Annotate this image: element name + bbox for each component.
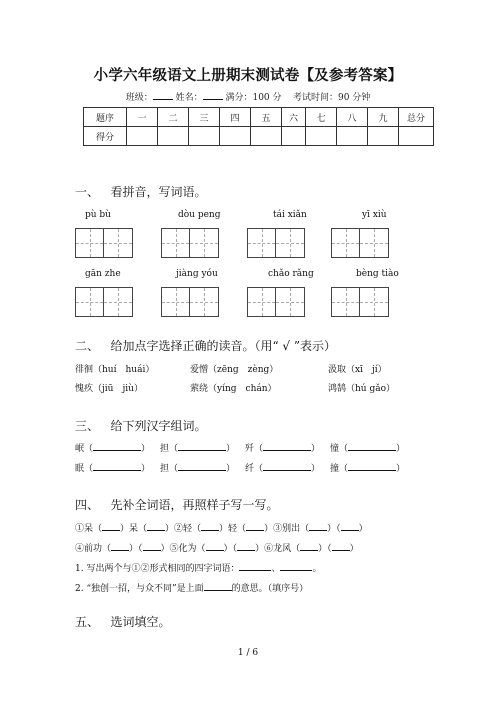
text: 2. “独创一招，与众不同”是上面 [75, 584, 204, 594]
writing-grid[interactable] [331, 228, 389, 258]
word-item: 歼（ ） [245, 441, 320, 454]
answer-blank[interactable] [332, 541, 350, 551]
score-cell[interactable] [282, 127, 306, 146]
score-cell[interactable] [337, 127, 368, 146]
text: ）③别出（ [264, 524, 310, 534]
writing-cell[interactable] [162, 288, 190, 316]
score-label: 满分：100 分 [225, 93, 282, 103]
text: ）（ [327, 524, 341, 534]
section-3-heading [75, 417, 206, 434]
section-title: 给加点字选择正确的读音。（用“ √ ”表示） [110, 339, 337, 353]
writing-grid[interactable] [331, 287, 389, 317]
pinyin: chǎo rǎng [268, 269, 314, 279]
word: 汲取 [328, 365, 347, 375]
answer-blank[interactable] [263, 461, 311, 471]
word: 鸿鹄 [328, 384, 347, 394]
answer-blank[interactable] [348, 461, 396, 471]
score-row-label: 得分 [84, 127, 127, 146]
section-title: 选词填空。 [110, 615, 171, 629]
name-label: 姓名： [175, 93, 203, 103]
score-table [83, 107, 434, 146]
section-number: 二、 [75, 339, 100, 353]
text: 1. 写出两个与①②形式相同的四字词语： [75, 564, 240, 574]
writing-cell[interactable] [332, 229, 360, 257]
answer-blank[interactable] [280, 561, 312, 571]
score-cell[interactable] [399, 127, 434, 146]
answer-blank[interactable] [93, 461, 141, 471]
section-title: 看拼音，写词语。 [110, 185, 207, 199]
score-header-cell: 五 [251, 108, 282, 127]
char: 担 [160, 444, 170, 454]
writing-grid[interactable] [161, 287, 219, 317]
pinyin: yī xiù [362, 210, 387, 220]
answer-blank[interactable] [300, 541, 318, 551]
word: 徘徊 [75, 365, 94, 375]
reading-item [328, 362, 387, 375]
word: 愧疚 [75, 384, 94, 394]
question-2 [75, 581, 308, 594]
text: ）②轻（ [165, 524, 202, 534]
answer-blank[interactable] [263, 441, 311, 451]
exam-meta [0, 90, 496, 103]
word: 爱憎 [190, 365, 209, 375]
char: 憧 [330, 444, 340, 454]
score-cell[interactable] [368, 127, 399, 146]
answer-blank[interactable] [147, 521, 165, 531]
pinyin: dòu peng [178, 210, 221, 220]
writing-grid[interactable] [75, 287, 133, 317]
section-title: 给下列汉字组词。 [110, 419, 207, 433]
text: 、 [271, 564, 281, 574]
score-header-row [84, 108, 434, 127]
char: 歼 [245, 444, 255, 454]
text: ④前功（ [75, 544, 112, 554]
section-number: 五、 [75, 615, 100, 629]
section-number: 一、 [75, 185, 100, 199]
writing-cell[interactable] [76, 229, 104, 257]
pinyin: jiàng yóu [176, 269, 218, 279]
char: 担 [160, 464, 170, 474]
word-item: 憧（ ） [330, 441, 405, 454]
score-cell[interactable] [158, 127, 189, 146]
text: ）（ [223, 544, 238, 554]
section-5-heading [75, 613, 170, 630]
char: 纤 [245, 464, 255, 474]
answer-blank[interactable] [201, 521, 219, 531]
section-2-heading [75, 337, 336, 354]
name-blank [203, 90, 223, 100]
answer-blank[interactable] [246, 521, 264, 531]
section-number: 三、 [75, 419, 100, 433]
score-header-cell: 六 [282, 108, 306, 127]
word-item: 岷（ ） [75, 441, 150, 454]
answer-blank[interactable] [102, 521, 120, 531]
score-row [84, 127, 434, 146]
score-header-cell: 九 [368, 108, 399, 127]
word-item: 担（ ） [160, 461, 235, 474]
word-item: 撞（ ） [330, 461, 405, 474]
score-header-cell: 七 [306, 108, 337, 127]
reading-options[interactable]: （yíng chán） [208, 384, 277, 394]
writing-cell[interactable] [162, 229, 190, 257]
section-1-heading [75, 183, 206, 200]
score-header-cell: 总分 [399, 108, 434, 127]
writing-cell[interactable] [104, 229, 132, 257]
writing-cell[interactable] [76, 288, 104, 316]
score-cell[interactable] [220, 127, 251, 146]
answer-blank[interactable] [143, 541, 161, 551]
reading-item [190, 362, 278, 375]
score-header-cell: 二 [158, 108, 189, 127]
text: ①呆（ [75, 524, 103, 534]
score-header-cell: 四 [220, 108, 251, 127]
text: ）⑤化为（ [160, 544, 206, 554]
text: 的意思。（填序号） [231, 584, 309, 594]
writing-cell[interactable] [248, 288, 276, 316]
writing-grid[interactable] [247, 228, 305, 258]
score-cell[interactable] [127, 127, 158, 146]
idiom-line-1 [75, 521, 368, 534]
writing-cell[interactable] [190, 288, 218, 316]
section-number: 四、 [75, 498, 100, 512]
word-item: 眠（ ） [75, 461, 150, 474]
writing-grid[interactable] [247, 287, 305, 317]
writing-grid[interactable] [75, 228, 133, 258]
writing-cell[interactable] [360, 288, 388, 316]
char: 撞 [330, 464, 340, 474]
text: ） [358, 524, 368, 534]
writing-cell[interactable] [104, 288, 132, 316]
question-1 [75, 561, 321, 574]
section-title: 先补全词语，再照样子写一写。 [110, 498, 279, 512]
writing-grid[interactable] [161, 228, 219, 258]
word-item: 纤（ ） [245, 461, 320, 474]
page-title: 小学六年级语文上册期末测试卷【及参考答案】 [93, 67, 403, 84]
reading-item [75, 381, 143, 394]
answer-blank[interactable] [309, 521, 327, 531]
idiom-line-2 [75, 541, 359, 554]
pinyin: pù bù [85, 210, 111, 220]
pinyin: gān zhe [85, 269, 121, 279]
score-header-cell: 八 [337, 108, 368, 127]
pinyin: bèng tiào [356, 269, 399, 279]
text: ）呆（ [120, 524, 148, 534]
score-cell[interactable] [306, 127, 337, 146]
reading-item [75, 362, 154, 375]
class-blank [153, 90, 173, 100]
score-header-cell: 一 [127, 108, 158, 127]
answer-blank[interactable] [341, 521, 359, 531]
text: ）⑥龙风（ [255, 544, 301, 554]
text: ）（ [318, 544, 332, 554]
answer-blank[interactable] [178, 461, 226, 471]
pinyin: tái xiǎn [273, 210, 307, 220]
reading-options[interactable]: （zēng zèng） [208, 365, 279, 375]
reading-options[interactable]: （hú gǎo） [346, 384, 396, 394]
text: ） [349, 544, 359, 554]
answer-blank[interactable] [178, 441, 226, 451]
word-item: 担（ ） [160, 441, 235, 454]
page-number: 1 / 6 [237, 648, 259, 658]
writing-cell[interactable] [276, 229, 304, 257]
text: ）（ [129, 544, 143, 554]
word: 萦绕 [190, 384, 209, 394]
score-header-cell: 题序 [84, 108, 127, 127]
writing-cell[interactable] [248, 229, 276, 257]
answer-blank[interactable] [111, 541, 129, 551]
reading-item [328, 381, 395, 394]
answer-blank[interactable] [239, 561, 271, 571]
score-header-cell: 三 [189, 108, 220, 127]
writing-cell[interactable] [332, 288, 360, 316]
char: 眠 [75, 464, 85, 474]
writing-cell[interactable] [276, 288, 304, 316]
answer-blank[interactable] [348, 441, 396, 451]
writing-cell[interactable] [360, 229, 388, 257]
reading-options[interactable]: （huí huái） [93, 365, 155, 375]
answer-blank[interactable] [93, 441, 141, 451]
score-cell[interactable] [189, 127, 220, 146]
section-4-heading [75, 496, 278, 513]
text: 。 [312, 564, 322, 574]
writing-cell[interactable] [190, 229, 218, 257]
char: 岷 [75, 444, 85, 454]
time-label: 考试时间：90 分钟 [292, 93, 371, 103]
answer-blank[interactable] [237, 541, 255, 551]
reading-options[interactable]: （jiū jiù） [93, 384, 143, 394]
reading-options[interactable]: （xī jí） [346, 365, 387, 375]
answer-blank[interactable] [204, 581, 232, 591]
answer-blank[interactable] [206, 541, 224, 551]
class-label: 班级： [125, 93, 153, 103]
text: ）轻（ [219, 524, 247, 534]
reading-item [190, 381, 277, 394]
score-cell[interactable] [251, 127, 282, 146]
